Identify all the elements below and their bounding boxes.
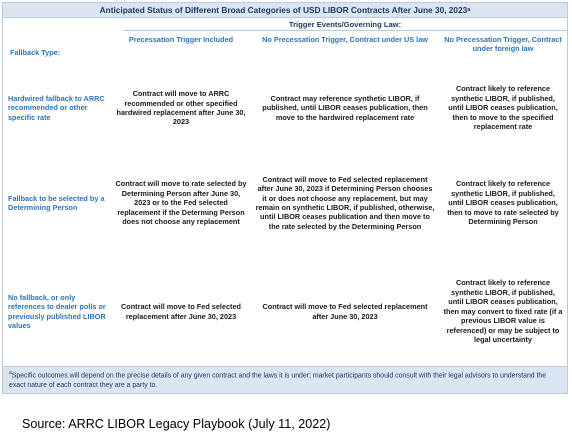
row-label: No fallback, or only references to dealer polls or previously published LIBOR values <box>8 292 106 330</box>
row-label: Fallback to be selected by a Determining Person <box>8 193 105 212</box>
footnote-marker: a <box>9 370 12 376</box>
header-precessation-trigger: Precessation Trigger Included <box>128 35 234 44</box>
cell-us-law: Contract will move to Fed selected replacement after June 30, 2023 if Determining Person chooses it or does not choose any replacement, but may remain on synthetic LIBOR, if published, otherwise, until LIBOR ceases publication and then move to the rate selected by the Determining Person <box>255 174 435 231</box>
cell-us-law: Contract will move to Fed selected replacement after June 30, 2023 <box>262 302 428 321</box>
title-footnote-marker: a <box>467 7 471 13</box>
table-title-text: Anticipated Status of Different Broad Categories of USD LIBOR Contracts After June 30, 2023 <box>99 5 468 15</box>
column-header-row <box>3 31 567 67</box>
trigger-events-header: Trigger Events/Governing Law: <box>123 18 567 31</box>
table-title <box>3 3 567 18</box>
table-footnote <box>3 366 567 393</box>
libor-status-table <box>3 31 567 366</box>
cell-foreign-law: Contract likely to reference synthetic LIBOR, if published, until LIBOR ceases publication, then to move to rate selected by Determining Person <box>447 179 559 227</box>
libor-table-figure <box>2 2 568 394</box>
row-label: Hardwired fallback to ARRC recommended or other specific rate <box>8 93 105 122</box>
footnote-text: Specific outcomes will depend on the precise details of any given contract and the laws it is under; market participants should consult with their legal advisors to understand the exact nature of each contract they are a party to. <box>9 372 547 389</box>
cell-precessation: Contract will move to rate selected by Determining Person after June 30, 2023 or to the Fed selected replacement if the Determing Person does not choose any replacement <box>115 179 247 227</box>
cell-us-law: Contract may reference synthetic LIBOR, if published, until LIBOR ceases publication, then move to the hardwired replacement rate <box>262 93 428 122</box>
source-caption: Source: ARRC LIBOR Legacy Playbook (July 11, 2022) <box>22 417 331 431</box>
cell-foreign-law: Contract likely to reference synthetic LIBOR, if published, until LIBOR ceases publication, then may convert to fixed rate (if a previous LIBOR value is referenced) or may be subject to legal uncertainty <box>443 278 563 345</box>
table-row <box>3 67 567 149</box>
cell-precessation: Contract will move to Fed selected replacement after June 30, 2023 <box>120 302 242 321</box>
cell-precessation: Contract will move to ARRC recommended or other specified hardwired replacement after June 30, 2023 <box>116 89 246 127</box>
header-fallback-type: Fallback Type: <box>10 48 61 57</box>
header-us-law: No Precessation Trigger, Contract under US law <box>262 35 428 44</box>
header-foreign-law: No Precessation Trigger, Contract under foreign law <box>444 35 562 54</box>
table-row <box>3 149 567 257</box>
table-row <box>3 257 567 366</box>
cell-foreign-law: Contract likely to reference synthetic LIBOR, if published, until LIBOR ceases publication, then to move to the specified replacement rate <box>448 84 558 132</box>
